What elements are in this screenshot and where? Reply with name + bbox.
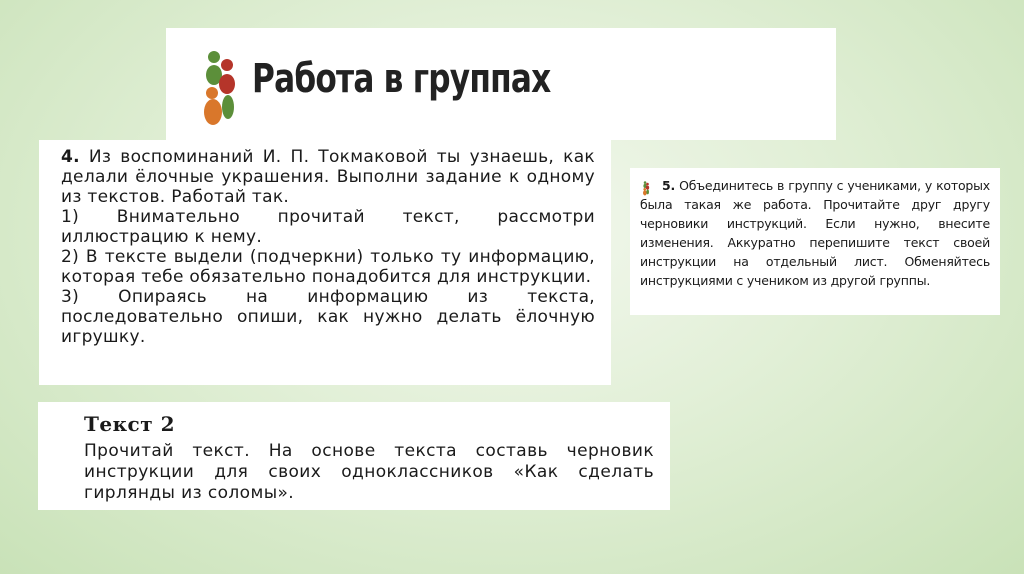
task-4-step-1: 1) Внимательно прочитай текст, рассмотри иллюстрацию к нему.	[61, 207, 595, 247]
task-number: 4.	[61, 147, 80, 167]
task-4-step-2: 2) В тексте выдели (подчеркни) только ту информацию, которая тебе обязательно понадобится для инструкции.	[61, 247, 595, 287]
text-2-card	[38, 402, 670, 510]
title-card	[166, 28, 836, 140]
task-5-body: Объединитесь в группу с учениками, у которых была такая же работа. Прочитайте друг другу черновики инструкций. Если нужно, внесите изменения. Аккуратно перепишите текст своей инструкции на отдельный лист. Обменяйтесь инструкциями с учеником из другой группы.	[640, 178, 990, 288]
task-5-text	[640, 176, 990, 290]
group-people-icon	[202, 43, 236, 129]
task-number: 5.	[662, 178, 676, 193]
task-5-card	[630, 168, 1000, 315]
text-2-body: Прочитай текст. На основе текста составь черновик инструкции для своих одноклассников «Как сделать гирлянды из соломы».	[84, 441, 654, 503]
task-4-step-3: 3) Опираясь на информацию из текста, последовательно опиши, как нужно делать ёлочную игрушку.	[61, 287, 595, 347]
page-title: Работа в группах	[252, 56, 551, 102]
text-2-heading: Текст 2	[84, 412, 175, 436]
group-people-icon	[640, 180, 652, 196]
task-4-card	[39, 140, 611, 385]
task-4-intro	[61, 147, 595, 207]
task-line: Из воспоминаний И. П. Токмаковой ты узнаешь, как делали ёлочные украшения. Выполни задание к одному из текстов. Работай так.	[61, 147, 595, 207]
